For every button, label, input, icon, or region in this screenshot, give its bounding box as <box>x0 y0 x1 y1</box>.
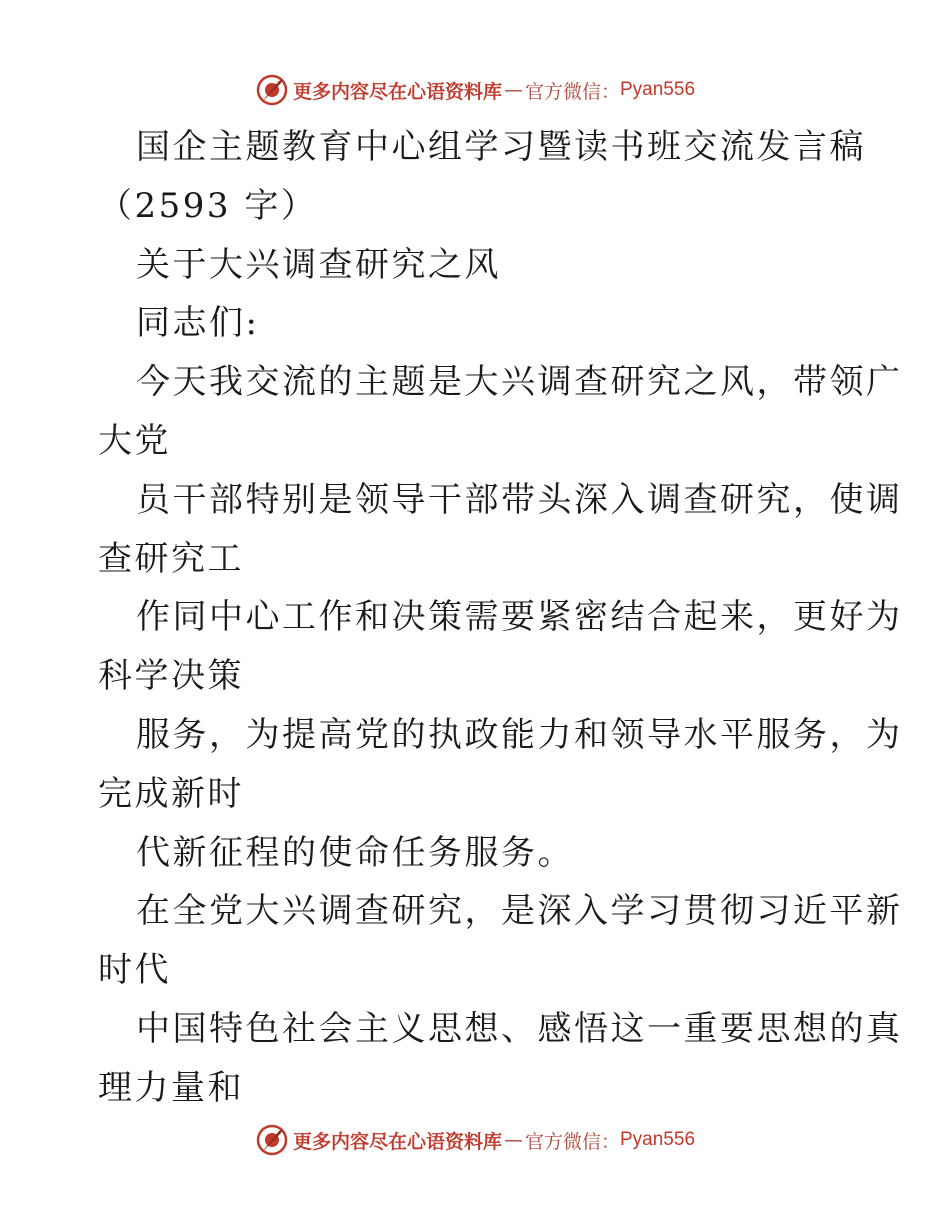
watermark-wechat-id: Pyan556 <box>620 1129 696 1150</box>
doc-word-count: （2593 字） <box>98 185 318 226</box>
header-watermark <box>0 72 950 108</box>
watermark-wechat-id: Pyan556 <box>620 79 696 100</box>
doc-salutation: 同志们: <box>136 303 260 344</box>
watermark-dash: — <box>503 79 523 101</box>
doc-line: 作同中心工作和决策需要紧密结合起来，更好为 <box>136 597 903 638</box>
doc-line: 中国特色社会主义思想、感悟这一重要思想的真 <box>136 1008 903 1049</box>
watermark-wechat-label: 官方微信： <box>524 1130 620 1153</box>
document-body <box>98 118 903 1118</box>
footer-watermark <box>0 1122 950 1158</box>
doc-line: 员干部特别是领导干部带头深入调查研究，使调 <box>136 479 903 520</box>
doc-title: 国企主题教育中心组学习暨读书班交流发言稿 <box>136 127 866 167</box>
watermark-library-text: 更多内容尽在心语资料库 <box>292 80 502 103</box>
doc-line: 代新征程的使命任务服务。 <box>136 832 574 873</box>
quill-logo-icon <box>255 1123 289 1157</box>
doc-line: 今天我交流的主题是大兴调查研究之风，带领广 <box>136 362 903 403</box>
watermark-wechat-label: 官方微信： <box>524 80 620 103</box>
doc-subtitle: 关于大兴调查研究之风 <box>136 244 501 285</box>
doc-line: 时代 <box>98 950 171 991</box>
doc-line: 在全党大兴调查研究，是深入学习贯彻习近平新 <box>136 891 903 932</box>
doc-line: 大党 <box>98 420 171 461</box>
doc-line: 科学决策 <box>98 656 244 697</box>
doc-line: 完成新时 <box>98 773 244 814</box>
watermark-dash: — <box>503 1129 523 1151</box>
watermark-library-text: 更多内容尽在心语资料库 <box>292 1130 502 1153</box>
doc-line: 理力量和 <box>98 1067 244 1108</box>
doc-line: 查研究工 <box>98 538 244 579</box>
quill-logo-icon <box>255 73 289 107</box>
doc-line: 服务，为提高党的执政能力和领导水平服务，为 <box>136 714 903 755</box>
